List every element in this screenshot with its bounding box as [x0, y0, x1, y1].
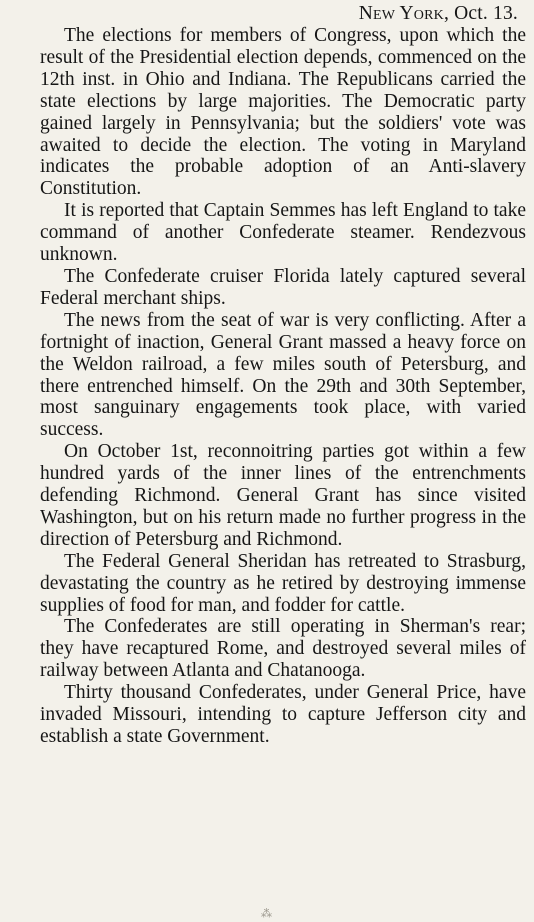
paragraph-florida: The Confederate cruiser Florida lately captured several Federal merchant ships.: [40, 265, 526, 309]
dateline-date: Oct. 13.: [454, 3, 518, 24]
dateline: New York, Oct. 13.: [358, 3, 518, 24]
paragraph-price-missouri: Thirty thousand Confederates, under General Price, have invaded Missouri, intending to capture Jefferson city and establish a state Government.: [40, 682, 526, 747]
paragraph-sheridan: The Federal General Sheridan has retreated to Strasburg, devastating the country as he retired by destroying immense supplies of food for man, and fodder for cattle.: [40, 550, 526, 616]
paragraph-richmond: On October 1st, reconnoitring parties got within a few hundred yards of the inner lines of the entrenchments defending Richmond. General Grant has since visited Washington, but on his return made no further progress in the direction of Petersburg and Richmond.: [40, 441, 526, 550]
paragraph-war-news: The news from the seat of war is very conflicting. After a fortnight of inaction, General Grant massed a heavy force on the Weldon railroad, a few miles south of Petersburg, and there entrenched himself. On the 29th and 30th September, most sanguinary engagements took place, with varied success.: [40, 309, 526, 441]
print-speck-decoration: ⁂: [261, 908, 273, 920]
paragraph-elections: The elections for members of Congress, upon which the result of the Presidential election depends, commenced on the 12th inst. in Ohio and Indiana. The Republicans carried the state elections by large majorities. The Democratic party gained largely in Pennsylvania; but the soldiers' vote was awaited to decide the election. The voting in Maryland indicates the probable adoption of an Anti-slavery Constitution.: [40, 25, 526, 200]
dateline-city: New York: [358, 3, 444, 24]
article-body: [40, 25, 526, 748]
paragraph-semmes: It is reported that Captain Semmes has left England to take command of another Confederate steamer. Rendezvous unknown.: [40, 200, 526, 266]
paragraph-sherman: The Confederates are still operating in Sherman's rear; they have recaptured Rome, and destroyed several miles of railway between Atlanta and Chatanooga.: [40, 616, 526, 682]
newspaper-clipping: [0, 3, 534, 922]
